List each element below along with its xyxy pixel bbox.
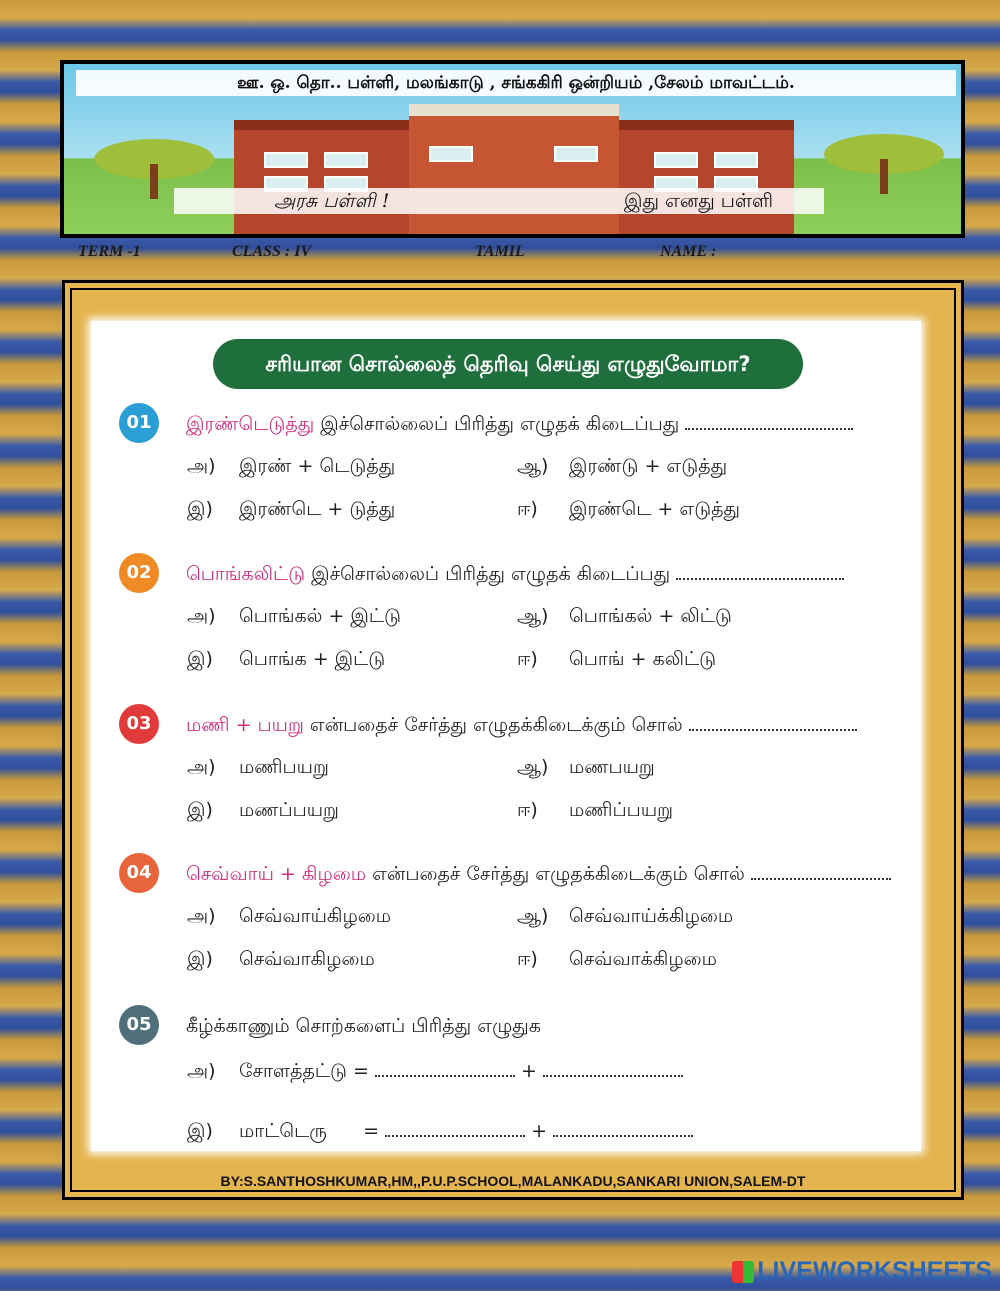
author-credit: BY:S.SANTHOSHKUMAR,HM,,P.U.P.SCHOOL,MALANKADU,SANKARI UNION,SALEM-DT — [220, 1173, 806, 1189]
option-i[interactable]: இ) இரண்டெ + டுத்து — [187, 498, 396, 520]
split-word-i: இ) மாட்டெரு = + — [187, 1120, 693, 1145]
tagline-right: இது எனது பள்ளி — [624, 190, 774, 212]
question-number-badge: 04 — [119, 853, 159, 893]
question-number-badge: 02 — [119, 553, 159, 593]
question-text: இரண்டெடுத்து இச்சொல்லைப் பிரித்து எழுதக் கிடைப்பது — [186, 413, 853, 438]
school-entrance-illustration — [409, 104, 619, 238]
option-a[interactable]: அ) பொங்கல் + இட்டு — [187, 605, 401, 627]
option-aa[interactable]: ஆ) இரண்டு + எடுத்து — [517, 455, 728, 477]
option-i[interactable]: இ) மணப்பயறு — [187, 799, 339, 821]
tagline-left: அரசு பள்ளி ! — [274, 190, 390, 212]
student-info-row — [78, 243, 958, 263]
answer-blank-1[interactable] — [385, 1121, 525, 1137]
option-ii[interactable]: ஈ) செவ்வாக்கிழமை — [517, 948, 717, 970]
worksheet-frame — [62, 280, 964, 1200]
question-number-badge: 03 — [119, 704, 159, 744]
question-number-badge: 01 — [119, 403, 159, 443]
liveworksheets-icon — [732, 1261, 754, 1283]
answer-blank-1[interactable] — [375, 1061, 515, 1077]
school-title: ஊ. ஒ. தொ.. பள்ளி, மலங்காடு , சங்ககிரி ஒன்றியம் ,சேலம் மாவட்டம். — [76, 70, 956, 96]
liveworksheets-logo[interactable]: LIVEWORKSHEETS — [732, 1256, 992, 1286]
answer-blank[interactable] — [685, 414, 853, 430]
worksheet-banner: சரியான சொல்லைத் தெரிவு செய்து எழுதுவோமா? — [213, 339, 803, 389]
term-label: TERM -1 — [78, 243, 141, 260]
question-text: செவ்வாய் + கிழமை என்பதைச் சேர்த்து எழுதக்கிடைக்கும் சொல் — [186, 863, 891, 888]
answer-blank[interactable] — [676, 564, 844, 580]
option-a[interactable]: அ) இரண் + டெடுத்து — [187, 455, 396, 477]
option-aa[interactable]: ஆ) மணபயறு — [517, 756, 655, 778]
answer-blank-2[interactable] — [553, 1121, 693, 1137]
answer-blank[interactable] — [751, 864, 891, 880]
worksheet-sheet — [91, 321, 921, 1151]
tree-trunk — [150, 164, 158, 199]
option-ii[interactable]: ஈ) மணிப்பயறு — [517, 799, 673, 821]
option-aa[interactable]: ஆ) செவ்வாய்க்கிழமை — [517, 905, 734, 927]
answer-blank[interactable] — [689, 715, 857, 731]
option-a[interactable]: அ) செவ்வாய்கிழமை — [187, 905, 392, 927]
name-label: NAME : — [660, 243, 717, 260]
subject-label: TAMIL — [475, 243, 525, 260]
option-aa[interactable]: ஆ) பொங்கல் + லிட்டு — [517, 605, 732, 627]
header-banner — [60, 60, 965, 238]
split-word-a: அ) சோளத்தட்டு = + — [187, 1060, 683, 1085]
question-text: கீழ்க்காணும் சொற்களைப் பிரித்து எழுதுக — [186, 1015, 541, 1037]
option-a[interactable]: அ) மணிபயறு — [187, 756, 329, 778]
answer-blank-2[interactable] — [543, 1061, 683, 1077]
tree-trunk — [880, 159, 888, 194]
option-i[interactable]: இ) பொங்க + இட்டு — [187, 648, 386, 670]
option-ii[interactable]: ஈ) இரண்டெ + எடுத்து — [517, 498, 741, 520]
class-label: CLASS : IV — [232, 243, 312, 260]
question-number-badge: 05 — [119, 1005, 159, 1045]
option-ii[interactable]: ஈ) பொங் + கலிட்டு — [517, 648, 717, 670]
question-text: மணி + பயறு என்பதைச் சேர்த்து எழுதக்கிடைக்கும் சொல் — [186, 714, 857, 739]
question-text: பொங்கலிட்டு இச்சொல்லைப் பிரித்து எழுதக் கிடைப்பது — [186, 563, 844, 588]
header-tagline — [174, 188, 824, 214]
option-i[interactable]: இ) செவ்வாகிழமை — [187, 948, 375, 970]
